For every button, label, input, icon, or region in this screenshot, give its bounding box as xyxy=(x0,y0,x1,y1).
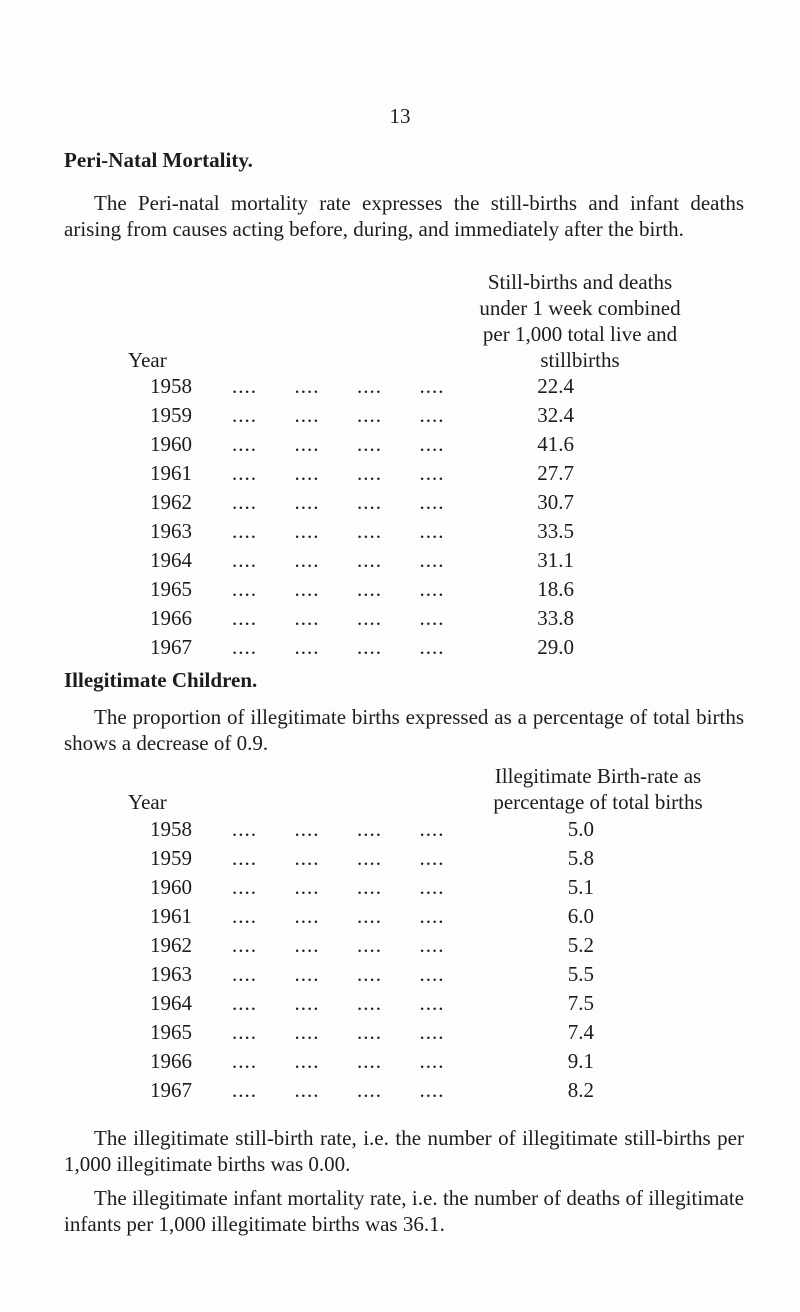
year-cell: 1960 xyxy=(150,432,192,456)
leader-dots: .... .... .... .... xyxy=(232,548,445,572)
table-row xyxy=(0,488,800,517)
illegitimate-year-header: Year xyxy=(128,790,167,814)
section-heading-illegitimate: Illegitimate Children. xyxy=(64,668,258,692)
leader-dots: .... .... .... .... xyxy=(232,1049,445,1073)
leader-dots: .... .... .... .... xyxy=(232,962,445,986)
leader-dots: .... .... .... .... xyxy=(232,577,445,601)
illegitimate-infant-mortality-text: The illegitimate infant mortality rate, i.e. the number of deaths of illegitimate infants per 1,000 illegitimate births was 36.1. xyxy=(64,1186,744,1236)
year-cell: 1966 xyxy=(150,606,192,630)
table-row xyxy=(0,401,800,430)
rate-cell: 33.5 xyxy=(537,519,574,543)
table-row xyxy=(0,931,800,960)
leader-dots: .... .... .... .... xyxy=(232,933,445,957)
year-cell: 1961 xyxy=(150,461,192,485)
illegitimate-value-header-line: Illegitimate Birth-rate as xyxy=(494,764,702,788)
leader-dots: .... .... .... .... xyxy=(232,875,445,899)
year-cell: 1962 xyxy=(150,933,192,957)
table-row xyxy=(0,960,800,989)
table-row xyxy=(0,430,800,459)
rate-cell: 27.7 xyxy=(537,461,574,485)
illegitimate-intro-paragraph xyxy=(64,704,744,756)
perinatal-intro-text: The Peri-natal mortality rate expresses the still-births and infant deaths arising from causes acting before, during, and immediately after the birth. xyxy=(64,191,744,241)
rate-cell: 5.0 xyxy=(567,817,594,841)
illegitimate-intro-text: The proportion of illegitimate births expressed as a percentage of total births shows a decrease of 0.9. xyxy=(64,705,744,755)
leader-dots: .... .... .... .... xyxy=(232,490,445,514)
rate-cell: 30.7 xyxy=(537,490,574,514)
leader-dots: .... .... .... .... xyxy=(232,1078,445,1102)
perinatal-year-header: Year xyxy=(128,348,167,372)
year-cell: 1960 xyxy=(150,875,192,899)
leader-dots: .... .... .... .... xyxy=(232,374,445,398)
rate-cell: 5.1 xyxy=(567,875,594,899)
year-cell: 1966 xyxy=(150,1049,192,1073)
perinatal-value-header-line: stillbirths xyxy=(540,348,620,372)
table-row xyxy=(0,844,800,873)
leader-dots: .... .... .... .... xyxy=(232,432,445,456)
leader-dots: .... .... .... .... xyxy=(232,606,445,630)
table-row xyxy=(0,815,800,844)
rate-cell: 22.4 xyxy=(537,374,574,398)
table-row xyxy=(0,633,800,662)
table-row xyxy=(0,517,800,546)
rate-cell: 6.0 xyxy=(567,904,594,928)
year-cell: 1965 xyxy=(150,1020,192,1044)
year-cell: 1962 xyxy=(150,490,192,514)
rate-cell: 41.6 xyxy=(537,432,574,456)
illegitimate-stillbirth-paragraph xyxy=(64,1125,744,1177)
year-cell: 1961 xyxy=(150,904,192,928)
rate-cell: 5.8 xyxy=(567,846,594,870)
table-row xyxy=(0,1018,800,1047)
table-row xyxy=(0,459,800,488)
leader-dots: .... .... .... .... xyxy=(232,991,445,1015)
table-row xyxy=(0,989,800,1018)
rate-cell: 18.6 xyxy=(537,577,574,601)
leader-dots: .... .... .... .... xyxy=(232,403,445,427)
rate-cell: 31.1 xyxy=(537,548,574,572)
illegitimate-value-header-line: percentage of total births xyxy=(493,790,703,814)
rate-cell: 32.4 xyxy=(537,403,574,427)
illegitimate-infant-mortality-paragraph xyxy=(64,1185,744,1237)
table-row xyxy=(0,1076,800,1105)
year-cell: 1964 xyxy=(150,991,192,1015)
illegitimate-stillbirth-text: The illegitimate still-birth rate, i.e. the number of illegitimate still-births per 1,000 illegitimate births was 0.00. xyxy=(64,1126,744,1176)
rate-cell: 33.8 xyxy=(537,606,574,630)
leader-dots: .... .... .... .... xyxy=(232,519,445,543)
year-cell: 1958 xyxy=(150,374,192,398)
leader-dots: .... .... .... .... xyxy=(232,635,445,659)
leader-dots: .... .... .... .... xyxy=(232,1020,445,1044)
perinatal-value-header-line: Still-births and deaths xyxy=(487,270,673,294)
leader-dots: .... .... .... .... xyxy=(232,461,445,485)
year-cell: 1964 xyxy=(150,548,192,572)
table-row xyxy=(0,575,800,604)
leader-dots: .... .... .... .... xyxy=(232,846,445,870)
year-cell: 1967 xyxy=(150,635,192,659)
table-row xyxy=(0,546,800,575)
year-cell: 1958 xyxy=(150,817,192,841)
perinatal-value-header-line: under 1 week combined xyxy=(479,296,681,320)
year-cell: 1963 xyxy=(150,519,192,543)
illegitimate-value-header xyxy=(448,763,748,815)
year-cell: 1967 xyxy=(150,1078,192,1102)
table-row xyxy=(0,1047,800,1076)
rate-cell: 7.4 xyxy=(567,1020,594,1044)
rate-cell: 5.5 xyxy=(567,962,594,986)
table-row xyxy=(0,604,800,633)
rate-cell: 8.2 xyxy=(567,1078,594,1102)
page-number: 13 xyxy=(389,104,411,128)
section-heading-perinatal: Peri-Natal Mortality. xyxy=(64,148,253,172)
perinatal-value-header-line: per 1,000 total live and xyxy=(482,322,678,346)
rate-cell: 29.0 xyxy=(537,635,574,659)
perinatal-table xyxy=(0,372,800,662)
year-cell: 1959 xyxy=(150,846,192,870)
leader-dots: .... .... .... .... xyxy=(232,817,445,841)
leader-dots: .... .... .... .... xyxy=(232,904,445,928)
year-cell: 1965 xyxy=(150,577,192,601)
perinatal-value-header xyxy=(430,269,730,373)
rate-cell: 5.2 xyxy=(567,933,594,957)
year-cell: 1963 xyxy=(150,962,192,986)
illegitimate-table xyxy=(0,815,800,1105)
perinatal-intro-paragraph xyxy=(64,190,744,242)
table-row xyxy=(0,873,800,902)
year-cell: 1959 xyxy=(150,403,192,427)
table-row xyxy=(0,902,800,931)
table-row xyxy=(0,372,800,401)
rate-cell: 7.5 xyxy=(567,991,594,1015)
rate-cell: 9.1 xyxy=(567,1049,594,1073)
